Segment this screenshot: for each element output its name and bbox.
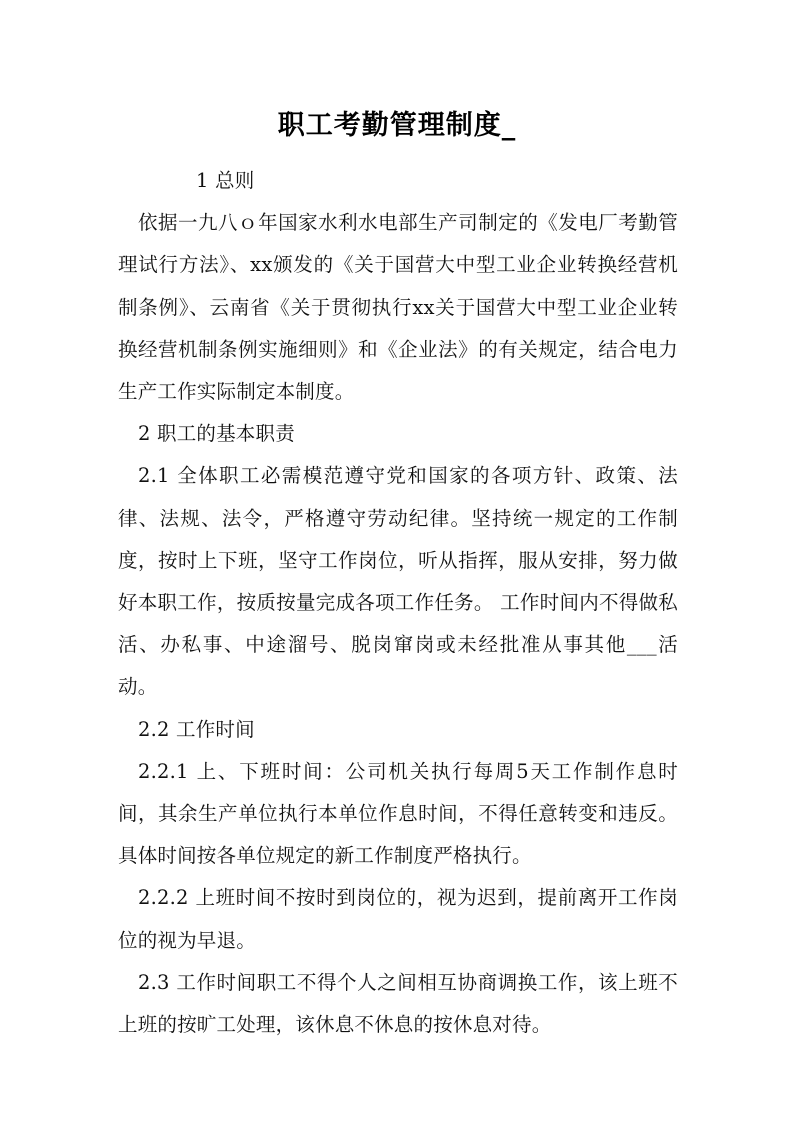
section-heading-general: 1 总则 xyxy=(196,169,255,192)
paragraph-2-3: 2.3 工作时间职工不得个人之间相互协商调换工作，该上班不上班的按旷工处理，该休息不休息的按休息对待。 xyxy=(118,970,678,1037)
section-heading-work-time: 2.2 工作时间 xyxy=(138,717,255,741)
paragraph-2-1: 2.1 全体职工必需模范遵守党和国家的各项方针、政策、法律、法规、法令，严格遵守劳动纪律。坚持统一规定的工作制度，按时上下班，坚守工作岗位，听从指挥，服从安排，努力做好本职工作，按质按量完成各项工作任务。 工作时间内不得做私活、办私事、中途溜号、脱岗窜岗或未经批准从事其他___活动。 xyxy=(118,464,678,699)
paragraph-basis: 依据一九八ｏ年国家水利水电部生产司制定的《发电厂考勤管理试行方法》、xx颁发的《关于国营大中型工业企业转换经营机制条例》、云南省《关于贯彻执行xx关于国营大中型工业企业转换经营机制条例实施细则》和《企业法》的有关规定，结合电力生产工作实际制定本制度。 xyxy=(118,211,678,404)
paragraph-2-2-2: 2.2.2 上班时间不按时到岗位的，视为迟到，提前离开工作岗位的视为早退。 xyxy=(118,886,678,952)
paragraph-2-2-1: 2.2.1 上、下班时间：公司机关执行每周5天工作制作息时间，其余生产单位执行本单位作息时间，不得任意转变和违反。具体时间按各单位规定的新工作制度严格执行。 xyxy=(118,759,678,868)
document-title: 职工考勤管理制度_ xyxy=(277,110,517,141)
document-body xyxy=(118,160,678,1046)
section-heading-duties: 2 职工的基本职责 xyxy=(138,422,295,446)
